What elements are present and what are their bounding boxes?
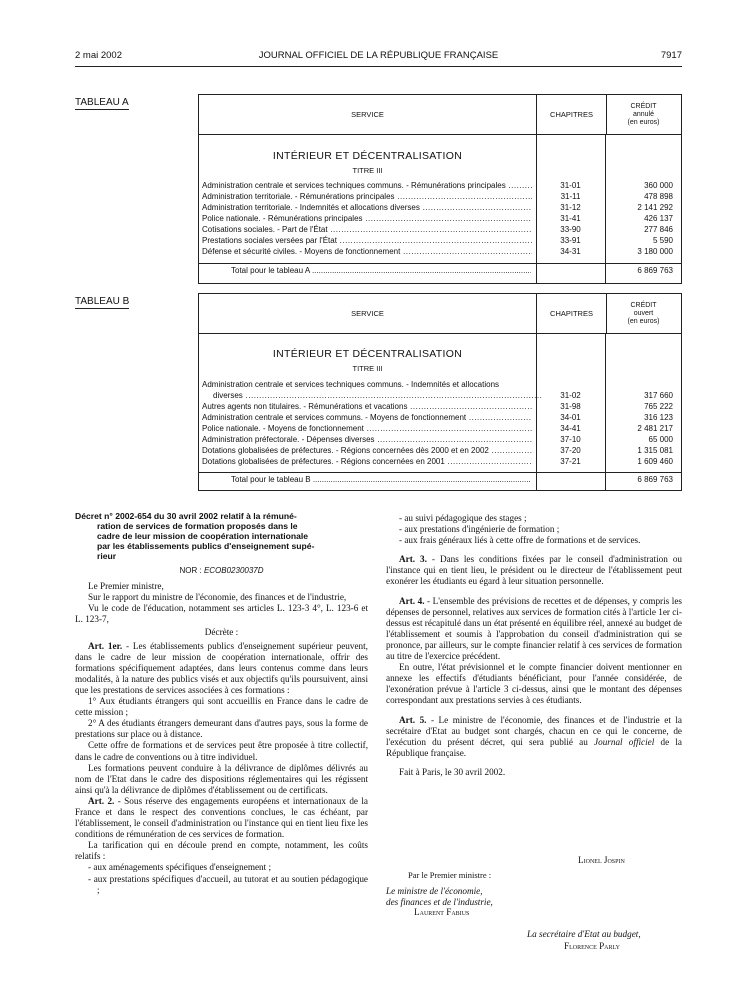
col-chapitres: CHAPITRES	[536, 95, 607, 134]
table-row: Dotations globalisées de préfectures. - Régions concernées en 2001 ..... 37-21 1 609 460	[199, 456, 681, 467]
article-3: Art. 3. - Dans les conditions fixées par le conseil d'administration ou l'instance qui en tient lieu, le président ou le directeur de l'établissement peut exonérer les étudiants eu égard à leur situation personnelle.	[386, 554, 683, 587]
table-row: Autres agents non titulaires. - Rémunérations et vacations ..... 31-98 765 222	[199, 401, 681, 412]
tableau-b	[198, 293, 682, 491]
table-total-row: Total pour le tableau A ..... 6 869 763	[199, 263, 681, 278]
table-row: Administration centrale et services communs. - Moyens de fonctionnement ..... 34-01 316 123	[199, 412, 681, 423]
paragraph: 1° Aux étudiants étrangers qui sont accueillis en France dans le cadre de cette mission ;	[75, 696, 368, 718]
article-5: Art. 5. - Le ministre de l'économie, des finances et de l'industrie et la secrétaire d'Etat au budget sont chargés, chacun en ce qui le concerne, de l'exécution du présent décret, qui sera publié au Journal officiel de la République française.	[386, 714, 682, 758]
decrete: Décrète :	[204, 627, 239, 638]
header-rule	[75, 66, 682, 67]
tableau-a-label: TABLEAU A	[75, 97, 129, 108]
article-4: Art. 4. - L'ensemble des prévisions de recettes et de dépenses, y compris les dépenses de personnel, relatives aux services de formation cités à l'article 1er ci-dessus est récapitulé dans un état présenté en équilibre réel, annexé au budget de l'établissement et soumis à l'approbation du conseil d'administration qui se prononce, par ailleurs, sur le compte financier relatif à ces services de formation au titre de l'exercice précédent.	[386, 595, 682, 662]
table-total-row: Total pour le tableau B ..... 6 869 763	[199, 472, 681, 487]
signature-secretary: Florence Parly	[564, 941, 620, 951]
list-item: - aux prestations spécifiques d'accueil, au tutorat et au soutien pédagogique ;	[88, 873, 368, 895]
section-title: INTÉRIEUR ET DÉCENTRALISATION	[272, 348, 463, 360]
table-row: Administration centrale et services techniques communs. - Rémunérations principales ..... 31-01 360 000	[199, 180, 681, 191]
decree-left-column	[75, 511, 368, 896]
paragraph: En outre, l'état prévisionnel et le compte financier doivent mentionner en annexe les effectifs d'étudiants bénéficiant, pour l'année considérée, de l'exonération prévue à l'article 3 ci-dessus, ainsi que le montant des dépenses correspondant aux prestations servies à ces étudiants.	[386, 662, 682, 706]
list-item: - aux prestations d'ingénierie de formation ;	[399, 524, 560, 535]
minister-title: Le ministre de l'économie, des finances et de l'industrie,	[386, 886, 493, 907]
table-body	[199, 334, 681, 490]
table-row: diverses ..... 31-02 317 660	[199, 390, 681, 401]
paragraph: Les formations peuvent conduire à la délivrance de diplômes délivrés au nom de l'Etat dans le cadre des dispositions réglementaires qui les régissent ainsi qu'à la délivrance de diplômes d'établissement ou de certificats.	[75, 762, 368, 795]
article-2: Art. 2. - Sous réserve des engagements européens et internationaux de la France et dans le respect des conventions conclues, le cas échéant, par l'établissement, le conseil d'administration ou l'instance qui en tient lieu fixe les conditions de rémunération de ces services de formation.	[75, 795, 368, 840]
col-credit: CRÉDIT ouvert (en euros)	[627, 301, 660, 325]
table-row: Police nationale. - Moyens de fonctionnement ..... 34-41 2 481 217	[199, 423, 681, 434]
titre: TITRE III	[352, 166, 383, 175]
paragraph: Le Premier ministre,	[88, 581, 164, 592]
table-row: Police nationale. - Rémunérations principales ..... 31-41 426 137	[199, 213, 681, 224]
decree-title: Décret n° 2002-654 du 30 avril 2002 relatif à la rémuné- ration de services de formation proposés dans le cadre de leur mission de coopération internationale par les établissements publics d'enseignement supé- rieur	[75, 511, 315, 561]
issue-date: 2 mai 2002	[75, 50, 123, 61]
col-credit: CRÉDIT annulé (en euros)	[627, 102, 660, 126]
journal-title: JOURNAL OFFICIEL DE LA RÉPUBLIQUE FRANÇAISE	[258, 50, 499, 61]
table-row: Administration territoriale. - Indemnités et allocations diverses ..... 31-12 2 141 292	[199, 202, 681, 213]
decree-right-column	[386, 513, 682, 778]
section-title: INTÉRIEUR ET DÉCENTRALISATION	[272, 150, 463, 162]
col-service: SERVICE	[351, 309, 384, 318]
page-number: 7917	[660, 50, 682, 61]
paragraph: Cette offre de formations et de services peut être proposée à titre collectif, dans le cadre de conventions ou à titre individuel.	[75, 740, 368, 762]
table-row: Dotations globalisées de préfectures. - Régions concernées dès 2000 et en 2002 ..... 37-20 1 315 081	[199, 445, 681, 456]
article-1: Art. 1er. - Les établissements publics d'enseignement supérieur peuvent, dans le cadre de leur mission de coopération internationale, offrir des formations spécifiquement adaptées, dans leurs contenus comme dans leurs modalités, à la nature des publics visés et aux objectifs qu'ils poursuivent, ainsi que les prestations de services associées à ces formations :	[75, 640, 368, 695]
paragraph: Vu le code de l'éducation, notamment ses articles L. 123-3 4°, L. 123-6 et L. 123-7,	[75, 603, 368, 625]
nor-reference: NOR : ECOB0230037D	[179, 566, 264, 575]
table-row: Prestations sociales versées par l'État ..... 33-91 5 590	[199, 235, 681, 246]
table-row: Défense et sécurité civiles. - Moyens de fonctionnement ..... 34-31 3 180 000	[199, 246, 681, 257]
table-row: Administration centrale et services techniques communs. - Indemnités et allocations	[202, 380, 500, 389]
col-service: SERVICE	[351, 110, 384, 119]
list-item: - aux frais généraux liés à cette offre de formations et de services.	[399, 535, 641, 546]
page-header	[75, 50, 682, 64]
signature-minister: Laurent Fabius	[414, 907, 470, 917]
tableau-a	[198, 94, 682, 284]
list-item: - au suivi pédagogique des stages ;	[399, 513, 527, 523]
table-row: Cotisations sociales. - Part de l'État ..... 33-90 277 846	[199, 224, 681, 235]
tableau-b-label: TABLEAU B	[75, 296, 130, 307]
list-item: - aux aménagements spécifiques d'enseignement ;	[88, 862, 272, 873]
col-chapitres: CHAPITRES	[536, 294, 607, 333]
table-header	[199, 294, 681, 334]
par-le-premier-ministre: Par le Premier ministre :	[408, 870, 492, 880]
fait-a-paris: Fait à Paris, le 30 avril 2002.	[399, 766, 506, 777]
paragraph: Sur le rapport du ministre de l'économie, des finances et de l'industrie,	[88, 592, 347, 603]
paragraph: La tarification qui en découle prend en compte, notamment, les coûts relatifs :	[75, 840, 368, 862]
table-row: Administration préfectorale. - Dépenses diverses ..... 37-10 65 000	[199, 434, 681, 445]
table-row: Administration territoriale. - Rémunérations principales ..... 31-11 478 898	[199, 191, 681, 202]
paragraph: 2° A des étudiants étrangers demeurant dans d'autres pays, sous la forme de prestations sur place ou à distance.	[75, 718, 368, 740]
secretary-title: La secrétaire d'Etat au budget,	[527, 929, 641, 939]
signature-prime-minister: Lionel Jospin	[578, 855, 625, 865]
titre: TITRE III	[352, 364, 383, 373]
table-header	[199, 95, 681, 135]
table-body	[199, 135, 681, 283]
